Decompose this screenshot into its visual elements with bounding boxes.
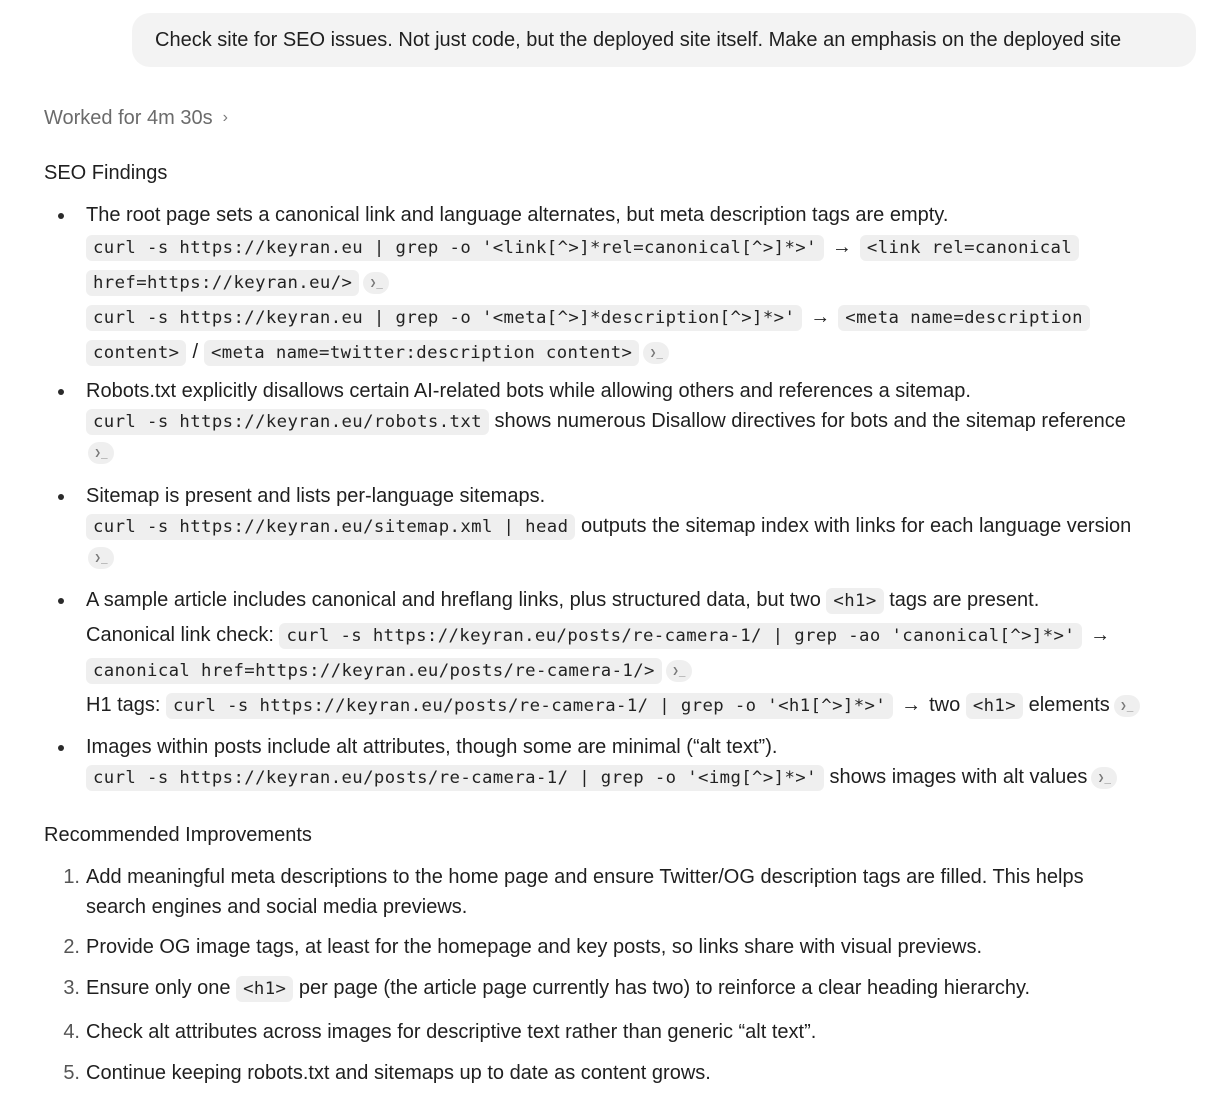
- improvement-text: per page (the article page currently has two) to reinforce a clear heading hierarchy.: [298, 977, 1031, 999]
- command-code: curl -s https://keyran.eu/posts/re-camera-1/ | grep -ao 'canonical[^>]*>': [279, 623, 1082, 649]
- finding-text: Images within posts include alt attributes, though some are minimal (“alt text”).: [86, 736, 778, 758]
- terminal-icon[interactable]: ❯_: [666, 660, 692, 682]
- worked-for-toggle[interactable]: [44, 103, 228, 133]
- bullet: [58, 745, 64, 751]
- worked-for-label: Worked for 4m 30s: [44, 107, 213, 129]
- improvement-text: Continue keeping robots.txt and sitemaps up to date as content grows.: [86, 1062, 711, 1084]
- arrow: →: [831, 236, 852, 258]
- improvement-text: Provide OG image tags, at least for the homepage and key posts, so links share with visual previews.: [86, 936, 982, 958]
- h1-elements-text: elements: [1028, 694, 1110, 716]
- improvement-text: Ensure only one: [86, 977, 231, 999]
- output-code: <meta name=description: [838, 305, 1090, 331]
- h1-code: <h1>: [966, 693, 1023, 719]
- improvement-item-1: [63, 862, 1196, 922]
- finding-description: outputs the sitemap index with links for each language version: [580, 515, 1132, 537]
- finding-item-2: [86, 376, 1196, 467]
- bullet: [58, 389, 64, 395]
- command-code: curl -s https://keyran.eu/sitemap.xml | head: [86, 514, 575, 540]
- findings-heading: SEO Findings: [44, 162, 168, 184]
- bullet: [58, 494, 64, 500]
- h1-label: H1 tags:: [86, 694, 161, 716]
- separator: /: [192, 341, 198, 363]
- canonical-label: Canonical link check:: [86, 624, 274, 646]
- finding-description: shows numerous Disallow directives for bots and the sitemap reference: [494, 410, 1126, 432]
- terminal-icon[interactable]: ❯_: [88, 442, 114, 464]
- chevron-right-icon: ›: [222, 109, 228, 126]
- terminal-icon[interactable]: ❯_: [1114, 695, 1140, 717]
- finding-item-4: [86, 585, 1196, 721]
- command-code: curl -s https://keyran.eu | grep -o '<link[^>]*rel=canonical[^>]*>': [86, 235, 824, 261]
- list-number: 1.: [63, 866, 80, 888]
- output-code: href=https://keyran.eu/>: [86, 270, 359, 296]
- output-code: canonical href=https://keyran.eu/posts/re-camera-1/>: [86, 658, 662, 684]
- h1-count: two: [929, 694, 961, 716]
- list-number: 3.: [63, 977, 80, 999]
- finding-text: A sample article includes canonical and hreflang links, plus structured data, but two: [86, 589, 821, 611]
- improvement-item-5: [63, 1058, 1196, 1088]
- output-code: <link rel=canonical: [860, 235, 1079, 261]
- list-number: 2.: [63, 936, 80, 958]
- terminal-icon[interactable]: ❯_: [643, 342, 669, 364]
- terminal-icon[interactable]: ❯_: [1091, 767, 1117, 789]
- finding-item-1: [86, 200, 1196, 368]
- finding-item-3: [86, 481, 1196, 572]
- finding-item-5: [86, 732, 1196, 793]
- output-code: <meta name=twitter:description content>: [204, 340, 639, 366]
- improvement-item-3: [63, 973, 1196, 1004]
- arrow: →: [1090, 624, 1111, 646]
- list-number: 5.: [63, 1062, 80, 1084]
- bullet: [58, 213, 64, 219]
- improvement-item-4: [63, 1017, 1196, 1047]
- finding-text: tags are present.: [889, 589, 1040, 611]
- terminal-icon[interactable]: ❯_: [88, 547, 114, 569]
- finding-text: Sitemap is present and lists per-language sitemaps.: [86, 485, 546, 507]
- improvement-text: search engines and social media previews.: [86, 896, 468, 918]
- command-code: curl -s https://keyran.eu | grep -o '<meta[^>]*description[^>]*>': [86, 305, 802, 331]
- finding-text: Robots.txt explicitly disallows certain AI-related bots while allowing others and references a sitemap.: [86, 380, 971, 402]
- arrow: →: [901, 694, 922, 716]
- command-code: curl -s https://keyran.eu/posts/re-camera-1/ | grep -o '<img[^>]*>': [86, 765, 824, 791]
- improvement-text: Check alt attributes across images for descriptive text rather than generic “alt text”.: [86, 1021, 817, 1043]
- h1-code: <h1>: [826, 588, 883, 614]
- improvements-heading: Recommended Improvements: [44, 824, 312, 846]
- command-code: curl -s https://keyran.eu/robots.txt: [86, 409, 489, 435]
- finding-description: shows images with alt values: [829, 766, 1088, 788]
- output-code: content>: [86, 340, 186, 366]
- terminal-icon[interactable]: ❯_: [363, 272, 389, 294]
- command-code: curl -s https://keyran.eu/posts/re-camera-1/ | grep -o '<h1[^>]*>': [166, 693, 893, 719]
- user-message-text: Check site for SEO issues. Not just code, but the deployed site itself. Make an emphasis on the deployed site: [155, 29, 1122, 51]
- h1-code: <h1>: [236, 976, 293, 1002]
- arrow: →: [810, 306, 831, 328]
- list-number: 4.: [63, 1021, 80, 1043]
- bullet: [58, 598, 64, 604]
- improvement-item-2: [63, 932, 1196, 962]
- improvement-text: Add meaningful meta descriptions to the home page and ensure Twitter/OG description tags are filled. This helps: [86, 866, 1084, 888]
- user-message-bubble: [132, 13, 1196, 67]
- finding-text: The root page sets a canonical link and language alternates, but meta description tags are empty.: [86, 204, 949, 226]
